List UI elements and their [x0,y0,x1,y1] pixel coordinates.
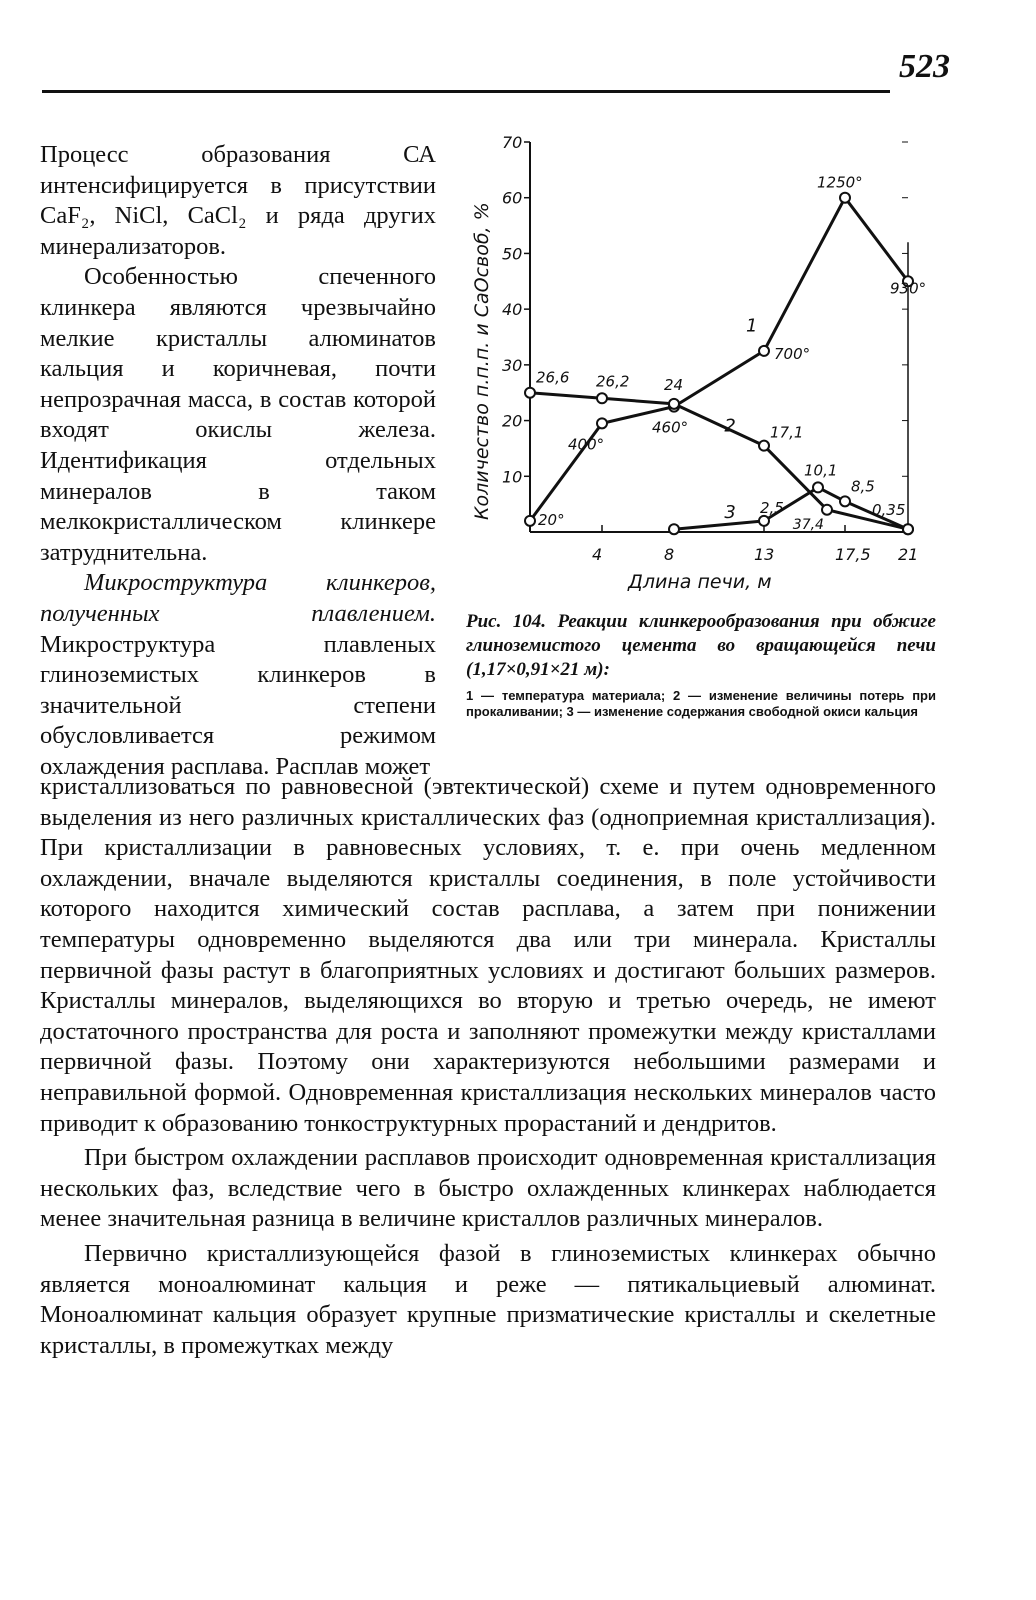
paragraph-3-continued: кристаллизоваться по равновесной (эвтектической) схеме и путем одновременного выделения из него различных кристаллических фаз (одноприемная кристаллизация). При кристаллизации в равновесных условиях, т. е. при очень медленном охлаждении, вначале выделяются кристаллы соединения, в поле устойчивости которого находится химический состав расплава, а затем при понижении температуры одновременно выделяются два или три минерала. Кристаллы первичной фазы растут в благоприятных условиях и достигают больших размеров. Кристаллы минералов, выделяющихся во вторую и третью очередь, не имеют достаточного пространства для роста и заполняют промежутки между кристаллами первичной фазы. Поэтому они характеризуются небольшими размерами и неправильной формой. Одновременная кристаллизация нескольких минералов часто приводит к образованию тонкоструктурных прорастаний и дендритов. [40,773,936,1137]
y-tick-label: 40 [502,300,523,320]
x-tick-label: 17,5 [835,545,871,564]
paragraph-4: При быстром охлаждении расплавов происходит одновременная кристаллизация нескольких фаз, вследствие чего в быстро охлажденных клинкерах наблюдается менее значительная разница в величине кристаллов различных минералов. [40,1144,936,1233]
y-tick-label: 30 [502,355,523,375]
paragraph-3-text: Микроструктура плавленых глиноземистых клинкеров в значительной степени обусловливается режимом охлаждения расплава. Расплав может [40,630,436,780]
data-point [840,193,850,203]
data-label: 24 [664,375,684,394]
data-point [759,441,769,451]
data-point [669,399,679,409]
page-number: 523 [899,48,950,85]
header-rule [42,90,890,93]
data-point [903,524,913,534]
data-label: 460° [652,418,689,437]
y-tick-label: 60 [502,188,523,208]
data-point [669,524,679,534]
x-axis-label: Длина печи, м [628,571,772,593]
data-point [597,418,607,428]
caption-legend: 1 — температура материала; 2 — изменение величины потерь при прокаливании; 3 — изменение содержания свободной окиси кальция [466,688,936,719]
y-tick-label: 20 [502,411,523,431]
data-label: 17,1 [770,423,804,442]
data-label: 400° [568,435,605,454]
y-tick-label: 10 [502,467,523,487]
x-tick-label: 4 [592,545,603,564]
data-point [759,346,769,356]
data-point [813,482,823,492]
data-label: 2,5 [760,498,784,517]
series-line-2 [530,393,908,530]
x-tick-label: 13 [754,545,775,564]
data-label: 10,1 [804,461,838,480]
series-label-1: 1 [746,315,758,337]
y-tick-label: 50 [502,244,523,264]
series-label-3: 3 [724,502,736,524]
data-point [597,393,607,403]
data-point [840,496,850,506]
kiln-reaction-chart [448,130,948,620]
paragraph-3 [40,568,436,782]
paragraph-2: Особенностью спеченного клинкера являются чрезвычайно мелкие кристаллы алюминатов кальция и коричневая, почти непрозрачная масса, в состав которой входят окислы железа. Идентификация отдельных минералов в таком мелкокристаллическом клинкере затруднительна. [40,263,436,566]
data-point [822,505,832,515]
data-label: 0,35 [872,501,906,520]
data-point [525,388,535,398]
figure-caption [466,610,936,720]
paragraph-5: Первично кристаллизующейся фазой в глиноземистых клинкерах обычно является моноалюминат кальция и реже — пятикальциевый алюминат. Моноалюминат кальция образует крупные призматические кристаллы и скелетные кристаллы, в промежутках между [40,1239,936,1359]
data-label: 20° [538,510,565,529]
data-point [525,516,535,526]
series-line-1 [530,198,908,524]
data-label: 26,6 [536,368,570,387]
data-label: 930° [890,279,927,298]
paragraph-1: Процесс образования СА интенсифицируется в присутствии CaF₂, NiCl, CaCl₂ и ряда других минерализаторов. [40,141,436,260]
caption-title: Рис. 104. Реакции клинкерообразования при обжиге глиноземистого цемента во вращающейся печи (1,17×0,91×21 м): [466,611,936,680]
y-axis-label: Количество п.п.п. и CaOсвоб, % [471,202,493,520]
figure-104 [448,130,948,620]
data-label: 26,2 [596,372,630,391]
x-tick-label: 8 [664,545,675,564]
y-tick-label: 70 [502,133,523,152]
section-heading: Микроструктура клинкеров, полученных плавлением. [40,569,436,627]
data-label: 700° [774,344,811,363]
data-label: 8,5 [851,477,875,496]
annotation-label: 37,4 [792,517,824,534]
x-tick-label: 21 [898,545,919,564]
data-label: 1250° [817,173,863,192]
main-text [40,772,936,1361]
data-point [759,516,769,526]
series-label-2: 2 [724,415,736,437]
left-column-text [40,140,436,782]
